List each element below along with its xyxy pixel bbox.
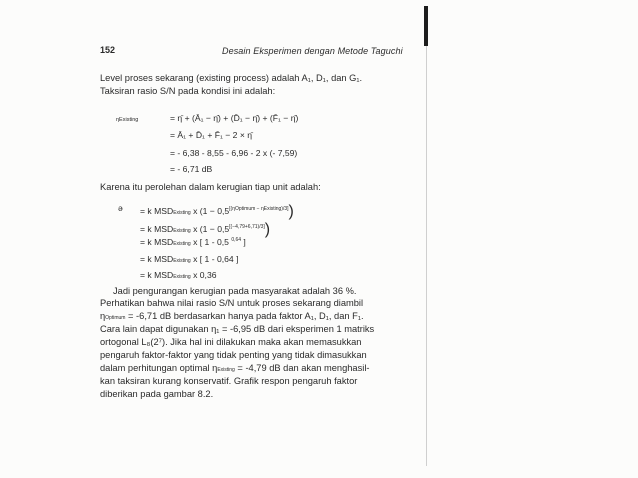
- mid-text: Karena itu perolehan dalam kerugian tiap unit adalah:: [100, 182, 321, 192]
- paragraph-line-6: pengaruh faktor-faktor yang tidak penting yang tidak dimasukkan: [100, 350, 367, 360]
- paragraph-line-8: kan taksiran kurang konservatif. Grafik respon pengaruh faktor: [100, 376, 358, 386]
- eq2-row-4-pre: = k MSD: [140, 254, 174, 264]
- page-edge-line: [426, 46, 427, 466]
- paragraph-line-1: Jadi pengurangan kerugian pada masyarakat adalah 36 %.: [113, 286, 357, 296]
- eq1-row-1: = η̄ + (Ā₁ − η̄) + (D̄₁ − η̄) + (F̄₁ − η̄): [170, 113, 299, 123]
- eq2-row-1: [140, 201, 294, 219]
- paragraph-line-2: Perhatikan bahwa nilai rasio S/N untuk proses sekarang diambil: [100, 298, 364, 308]
- eq2-row-3-pre: = k MSD: [140, 237, 174, 247]
- eq2-row-5: [140, 270, 217, 280]
- eq1-row-4: = - 6,71 dB: [170, 164, 213, 174]
- eq2-row-5-pre: = k MSD: [140, 270, 174, 280]
- eq2-row-2: [140, 219, 270, 237]
- eq2-row-4-sub: Existing: [173, 258, 191, 264]
- page-number: 152: [100, 45, 116, 55]
- intro-line-1: Level proses sekarang (existing process) adalah A₁, D₁, dan G₁.: [100, 73, 363, 83]
- page-binding-edge: [424, 6, 428, 46]
- running-head: Desain Eksperimen dengan Metode Taguchi: [222, 46, 403, 56]
- eq2-row-5-sub: Existing: [173, 274, 191, 280]
- eq2-row-2-mid: x: [190, 224, 200, 234]
- paragraph-line-7-rest: = -4,79 dB dan akan menghasil-: [234, 363, 370, 373]
- eq2-row-3-rest: x [ 1 - 0,5: [190, 237, 232, 247]
- eq2-row-2-close-paren: ): [264, 221, 271, 238]
- eq1-row-3: = - 6,38 - 8,55 - 6,96 - 2 x (- 7,59): [170, 148, 298, 158]
- eq2-row-1-close-paren: ): [288, 203, 294, 220]
- paragraph-line-4: Cara lain dapat digunakan η₁ = -6,95 dB dari eksperimen 1 matriks: [100, 324, 375, 334]
- paragraph-line-7-sub: Existing: [217, 367, 235, 373]
- eq2-row-2-sub: Existing: [173, 228, 191, 234]
- paragraph-line-7-start: dalam perhitungan optimal η: [100, 363, 218, 373]
- eq2-row-1-paren: (1 − 0,5: [199, 206, 230, 216]
- paragraph-line-7: [100, 362, 369, 376]
- eq2-row-4: [140, 254, 238, 264]
- eq2-row-4-rest: x [ 1 - 0,64 ]: [190, 254, 239, 264]
- paragraph-line-3-sub: Optimum: [105, 315, 126, 321]
- eq2-row-3-close: ]: [241, 237, 246, 247]
- eq2-row-5-rest: x 0,36: [190, 270, 217, 280]
- eq2-row-3-exp: 0,64: [231, 237, 242, 243]
- intro-line-2: Taksiran rasio S/N pada kondisi ini adalah:: [100, 86, 276, 96]
- eq1-label: ηExisting: [116, 117, 139, 123]
- paragraph-line-3-rest: = -6,71 dB berdasarkan hanya pada faktor A₁, D₁, dan F₁.: [125, 311, 364, 321]
- eq2-row-2-exp: [(−4,79+6,71)/3]: [229, 224, 265, 230]
- eq2-row-1-exp: [(ηOptimum − ηExisting)/3]: [229, 206, 289, 212]
- eq2-row-3: [140, 237, 246, 247]
- eq2-row-2-pre: = k MSD: [140, 224, 174, 234]
- eq2-row-1-sub: Existing: [173, 210, 191, 216]
- eq2-label: ə: [118, 203, 123, 213]
- eq2-row-3-sub: Existing: [173, 241, 191, 247]
- paragraph-line-3: [100, 310, 364, 324]
- eq1-row-2: = Ā₁ + D̄₁ + F̄₁ − 2 × η̄: [170, 130, 253, 140]
- eq2-row-2-paren: (1 − 0,5: [199, 224, 230, 234]
- paragraph-line-3-eta: η: [100, 311, 106, 321]
- paragraph-line-5: ortogonal L₈(2⁷). Jika hal ini dilakukan maka akan memasukkan: [100, 337, 362, 347]
- eq2-row-1-mid: x: [190, 206, 200, 216]
- eq2-row-1-pre: = k MSD: [140, 206, 174, 216]
- paragraph-line-9: diberikan pada gambar 8.2.: [100, 389, 214, 399]
